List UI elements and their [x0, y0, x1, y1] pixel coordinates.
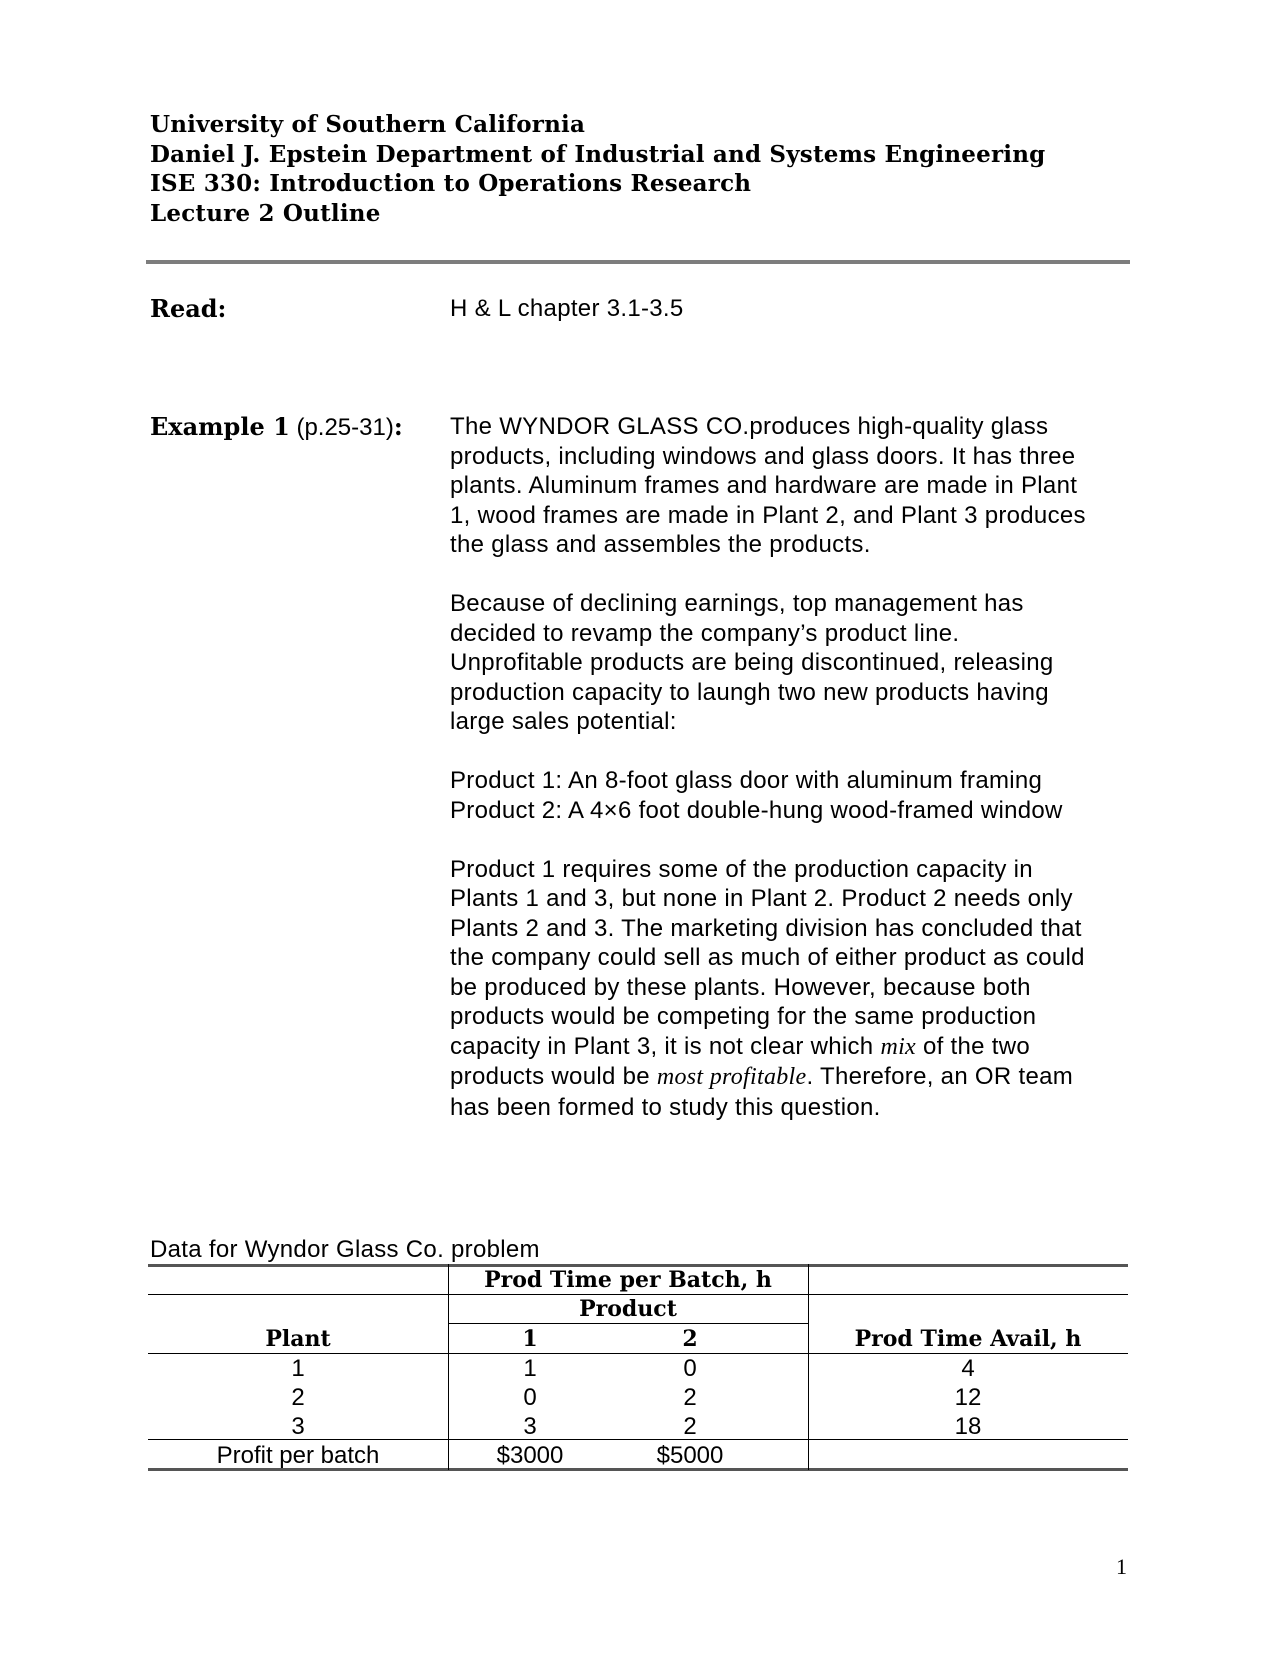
- text-line: Product 2: A 4×6 foot double-hung wood-framed window: [450, 796, 1063, 824]
- text-line: The WYNDOR GLASS CO.produces high-quality glass: [450, 413, 1049, 440]
- lecture-title: Lecture 2 Outline: [150, 199, 381, 227]
- text-line: products, including windows and glass doors. It has three: [450, 442, 1076, 470]
- table-rule: [148, 1294, 448, 1295]
- text-line: products would be competing for the same production: [450, 1003, 1037, 1030]
- text-line: Product 1: An 8-foot glass door with aluminum framing: [450, 767, 1043, 794]
- text-segment: of the two: [916, 1032, 1031, 1060]
- text-line: the glass and assembles the products.: [450, 531, 871, 558]
- document-header: [150, 110, 1045, 228]
- text-line: plants. Aluminum frames and hardware are made in Plant: [450, 472, 1078, 499]
- text-line: large sales potential:: [450, 708, 677, 735]
- cell-avail: 12: [954, 1384, 982, 1411]
- university-name: University of Southern California: [150, 111, 586, 138]
- example-body: [450, 412, 1130, 1152]
- profit-label: Profit per batch: [216, 1442, 380, 1469]
- cell-product-2: 2: [683, 1413, 697, 1440]
- read-label: Read:: [150, 294, 227, 323]
- example-label-colon: :: [393, 412, 403, 441]
- cell-avail: 18: [954, 1413, 982, 1440]
- example-paragraph-1: [450, 412, 1130, 560]
- text-line: [450, 1062, 1130, 1093]
- profit-product-1: $3000: [496, 1442, 564, 1469]
- table-col-rule: [448, 1264, 449, 1470]
- text-segment: . Therefore, an OR team: [806, 1063, 1074, 1090]
- table-rule: [808, 1294, 1128, 1295]
- text-line: be produced by these plants. However, because both: [450, 973, 1031, 1001]
- table-header-rule: [148, 1353, 1128, 1354]
- read-text: H & L chapter 3.1-3.5: [450, 295, 684, 322]
- text-line: Unprofitable products are being discontinued, releasing: [450, 649, 1054, 676]
- example-paragraph-4: [450, 855, 1130, 1123]
- text-line: production capacity to laungh two new products having: [450, 678, 1049, 706]
- example-label-pages: (p.25-31): [289, 414, 394, 441]
- text-line: Because of declining earnings, top management has: [450, 590, 1024, 617]
- department-name: Daniel J. Epstein Department of Industrial and Systems Engineering: [150, 140, 1046, 168]
- header-plant: Plant: [265, 1326, 331, 1352]
- profit-product-2: $5000: [656, 1442, 724, 1469]
- header-product-2: 2: [682, 1326, 698, 1352]
- cell-product-2: 0: [683, 1355, 697, 1382]
- wyndor-data-table: [148, 1264, 1128, 1486]
- text-line: the company could sell as much of either product as could: [450, 944, 1085, 971]
- page-number: 1: [1116, 1554, 1127, 1579]
- cell-product-1: 3: [523, 1413, 537, 1440]
- example-paragraph-2: [450, 589, 1130, 737]
- text-line: Plants 1 and 3, but none in Plant 2. Product 2 needs only: [450, 885, 1073, 912]
- text-line: Product 1 requires some of the production capacity in: [450, 855, 1033, 883]
- text-segment: capacity in Plant 3, it is not clear which: [450, 1032, 881, 1060]
- text-line: Plants 2 and 3. The marketing division has concluded that: [450, 914, 1082, 942]
- cell-plant: 1: [291, 1355, 305, 1382]
- emphasis-mix: mix: [880, 1033, 916, 1060]
- cell-product-1: 1: [523, 1355, 537, 1382]
- example-label: [150, 412, 403, 442]
- text-line: 1, wood frames are made in Plant 2, and Plant 3 produces: [450, 501, 1086, 529]
- text-line: has been formed to study this question.: [450, 1093, 881, 1121]
- text-line: [450, 1032, 1130, 1063]
- cell-plant: 3: [291, 1413, 305, 1440]
- header-product: Product: [579, 1296, 677, 1322]
- example-paragraph-3: [450, 766, 1130, 825]
- example-label-bold: Example 1: [150, 412, 290, 441]
- header-prod-time: Prod Time per Batch, h: [484, 1267, 772, 1293]
- text-line: decided to revamp the company’s product line.: [450, 619, 960, 647]
- header-divider: [146, 260, 1130, 264]
- text-segment: products would be: [450, 1063, 657, 1090]
- course-title: ISE 330: Introduction to Operations Research: [150, 170, 752, 197]
- table-caption: Data for Wyndor Glass Co. problem: [150, 1236, 540, 1263]
- table-rule: [448, 1294, 808, 1295]
- table-rule: [448, 1323, 808, 1324]
- cell-product-1: 0: [523, 1384, 537, 1411]
- emphasis-most-profitable: most profitable: [656, 1064, 807, 1090]
- header-product-1: 1: [522, 1326, 538, 1352]
- cell-product-2: 2: [683, 1384, 697, 1411]
- cell-plant: 2: [291, 1384, 305, 1411]
- cell-avail: 4: [961, 1355, 975, 1382]
- header-avail: Prod Time Avail, h: [854, 1326, 1082, 1352]
